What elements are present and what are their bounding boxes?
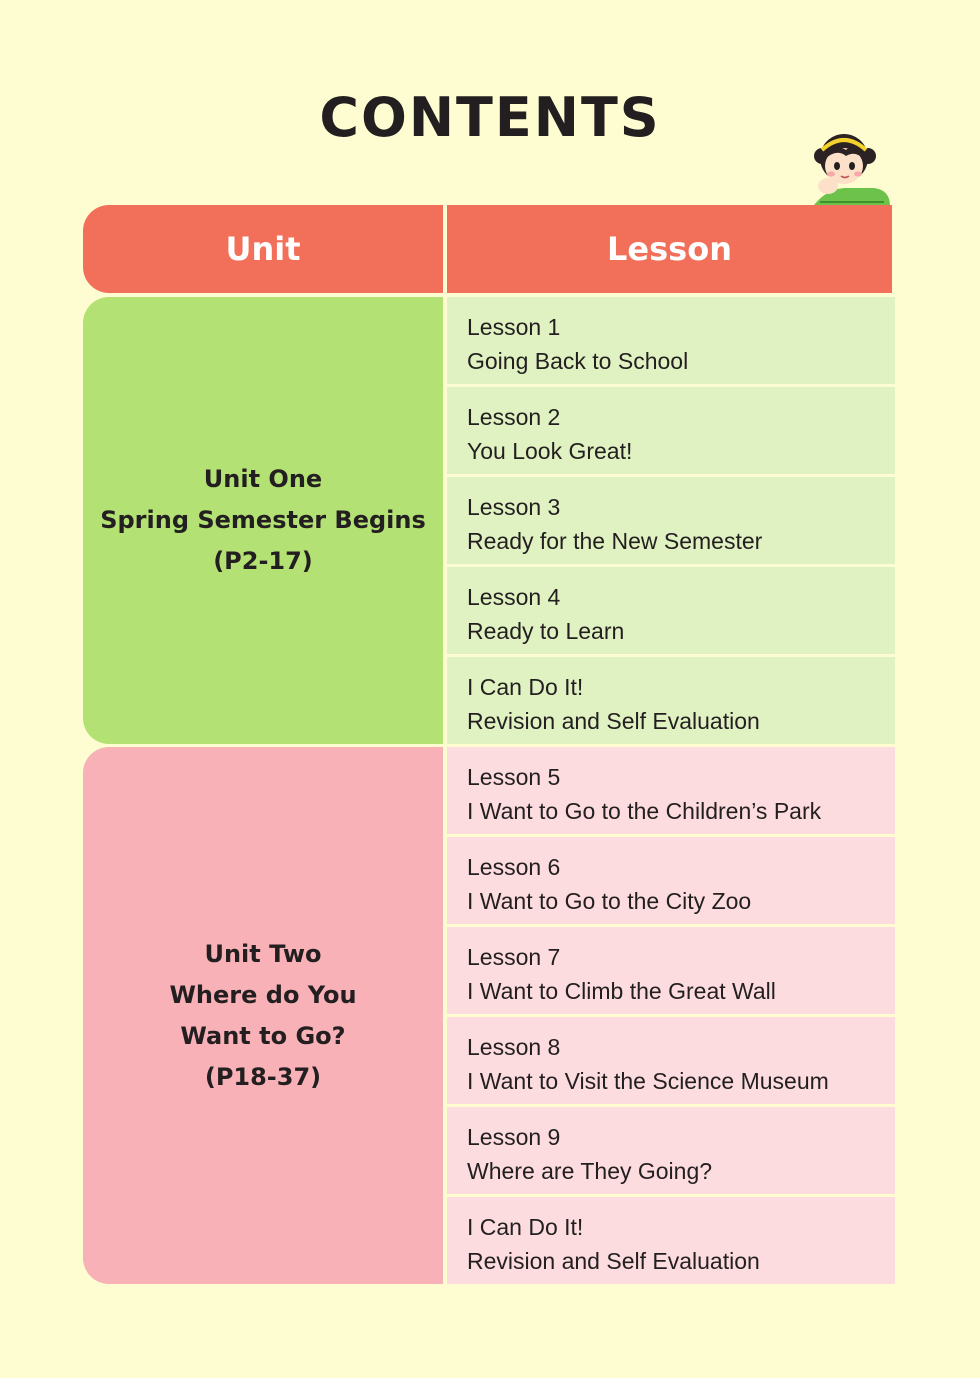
lesson-entry[interactable] [447, 477, 895, 564]
lesson-number: I Can Do It! [467, 674, 584, 700]
lesson-entry[interactable] [447, 297, 895, 384]
unit-one-name: Unit One [203, 465, 323, 493]
lesson-title: I Want to Visit the Science Museum [467, 1068, 829, 1094]
lesson-number: Lesson 4 [467, 584, 561, 610]
lesson-number: Lesson 2 [467, 404, 561, 430]
lesson-number: Lesson 8 [467, 1034, 561, 1060]
lesson-number: Lesson 5 [467, 764, 561, 790]
lesson-title: I Want to Go to the Children’s Park [467, 798, 822, 824]
lesson-entry[interactable] [447, 657, 895, 744]
lesson-entry[interactable] [447, 927, 895, 1014]
lesson-column-header: Lesson [447, 205, 892, 293]
lesson-entry[interactable] [447, 387, 895, 474]
unit-two-subtitle-line2: Want to Go? [180, 1021, 346, 1050]
unit-one-pages: (P2-17) [213, 547, 313, 575]
page-title: CONTENTS [319, 86, 661, 149]
lesson-title: You Look Great! [467, 438, 633, 464]
lesson-title: I Want to Go to the City Zoo [467, 888, 752, 914]
lesson-entry[interactable] [447, 1197, 895, 1284]
unit-one-cell [83, 297, 443, 744]
lesson-number: I Can Do It! [467, 1214, 584, 1240]
unit-two-name: Unit Two [204, 939, 322, 968]
lesson-title: Where are They Going? [467, 1158, 713, 1184]
unit-two-lessons [447, 747, 895, 1287]
lesson-entry[interactable] [447, 747, 895, 834]
lesson-number: Lesson 9 [467, 1124, 561, 1150]
unit-one-subtitle: Spring Semester Begins [100, 506, 426, 534]
unit-one-lessons [447, 297, 895, 747]
lesson-title: Ready to Learn [467, 618, 625, 644]
lesson-number: Lesson 7 [467, 944, 561, 970]
lesson-number: Lesson 6 [467, 854, 561, 880]
lesson-entry[interactable] [447, 1017, 895, 1104]
lesson-entry[interactable] [447, 1107, 895, 1194]
lesson-title: Going Back to School [467, 348, 689, 374]
unit-two-cell [83, 747, 443, 1284]
unit-two-subtitle-line1: Where do You [169, 980, 357, 1009]
lesson-entry[interactable] [447, 837, 895, 924]
lesson-title: Revision and Self Evaluation [467, 708, 760, 734]
lesson-entry[interactable] [447, 567, 895, 654]
lesson-number: Lesson 3 [467, 494, 561, 520]
lesson-title: Ready for the New Semester [467, 528, 763, 554]
lesson-title: I Want to Climb the Great Wall [467, 978, 776, 1004]
lesson-title: Revision and Self Evaluation [467, 1248, 760, 1274]
unit-two-pages: (P18-37) [204, 1062, 322, 1091]
lesson-number: Lesson 1 [467, 314, 561, 340]
unit-column-header: Unit [83, 205, 443, 293]
